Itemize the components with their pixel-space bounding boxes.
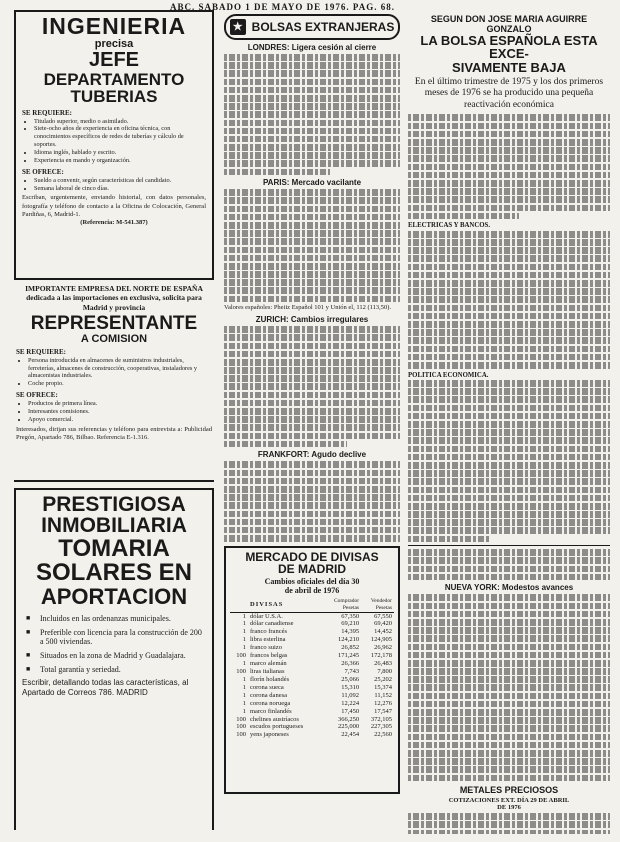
ingenieria-offers xyxy=(22,177,206,193)
table-row xyxy=(230,676,394,684)
bolsas-title: BOLSAS EXTRANJERAS xyxy=(251,20,395,34)
ingenieria-offer-label: SE OFRECE: xyxy=(22,167,64,176)
sell-cell: 25,202 xyxy=(374,675,392,683)
metales-subtitle-2: DE 1976 xyxy=(497,804,521,812)
currency-cell: yens japoneses xyxy=(250,731,289,739)
tomaria-line-3: TOMARIA xyxy=(58,534,170,562)
buy-cell: 26,366 xyxy=(341,660,360,668)
currency-cell: escudos portugueses xyxy=(250,723,304,731)
ingenieria-subtitle: precisa xyxy=(94,38,134,51)
col-head-comprador: Comprador xyxy=(334,598,360,605)
politica-title: POLITICA ECONOMICA. xyxy=(408,371,489,379)
valores-espanoles: Valores españoles: Pheiiz Español 101 y Unión el, 112 (113,50). xyxy=(224,303,392,311)
list-item: ■ Situados en la zona de Madrid y Guadalajara. xyxy=(36,651,206,661)
representante-subtitle: A COMISION xyxy=(80,332,148,345)
unit-cell: 1 xyxy=(242,612,246,620)
ingenieria-contact: Escriban, urgentemente, enviando historial, con datos personales, fotografía y teléfono de contacto a la Oficina de Colocación, General Pardiñas, 6, Madrid-1. xyxy=(22,194,206,218)
currency-cell: chelines austríacos xyxy=(250,715,299,723)
list-item: ■ Total garantía y seriedad. xyxy=(36,665,206,675)
buy-cell: 366,250 xyxy=(337,715,360,723)
article-body-2 xyxy=(408,231,610,369)
list-item: ■ Incluidos en las ordenanzas municipales. xyxy=(36,614,206,624)
unit-cell: 1 xyxy=(242,683,246,691)
article-body-1 xyxy=(408,114,610,219)
col-head-divisas: DIVISAS xyxy=(250,600,284,608)
table-row xyxy=(230,644,394,652)
representante-offers xyxy=(16,400,212,424)
unit-cell: 100 xyxy=(236,652,246,660)
unit-cell: 1 xyxy=(242,699,246,707)
sell-cell: 15,374 xyxy=(374,683,392,691)
tomaria-line-5: APORTACION xyxy=(40,583,188,609)
list-item: • Siete-ocho años de experiencia en oficina técnica, con conocimientos específicos de redes de tuberías y cálculo de soportes. xyxy=(34,125,206,149)
table-row xyxy=(230,628,394,636)
bolsas-column xyxy=(224,14,400,834)
frankfort-cont-text xyxy=(408,549,610,580)
table-row xyxy=(230,636,394,644)
currency-cell: corona sueca xyxy=(250,683,284,691)
currency-cell: florín holandés xyxy=(250,675,290,683)
divisas-title-2: DE MADRID xyxy=(278,561,346,576)
divisas-subtitle-2: de abril de 1976 xyxy=(284,586,340,596)
sell-cell: 124,905 xyxy=(370,636,392,644)
zurich-text xyxy=(224,326,400,447)
col-unit-vendedor: Pesetas xyxy=(375,604,392,611)
classified-ads-column xyxy=(14,10,214,830)
ingenieria-role-3: TUBERIAS xyxy=(70,87,158,107)
unit-cell: 1 xyxy=(242,691,246,699)
frankfort-title: FRANKFORT: Agudo declive xyxy=(257,450,367,460)
currency-cell: dólar canadiense xyxy=(250,620,294,628)
londres-title: LONDRES: Ligera cesión al cierre xyxy=(247,43,377,52)
unit-cell: 1 xyxy=(242,620,246,628)
table-row xyxy=(230,708,394,716)
frankfort-text xyxy=(224,461,400,541)
table-row xyxy=(230,660,394,668)
list-item: • Interesantes comisiones. xyxy=(28,408,212,416)
metales-title: METALES PRECIOSOS xyxy=(459,785,559,796)
currency-cell: marco finlandés xyxy=(250,707,292,715)
representante-contact: Interesados, dirijan sus referencias y teléfono para entrevista a: Publicidad Pregón, Apartado 786, Bilbao. Referencia E-1.316. xyxy=(16,425,212,442)
unit-cell: 100 xyxy=(236,715,246,723)
electricas-title: ELECTRICAS Y BANCOS. xyxy=(408,222,491,230)
sell-cell: 227,305 xyxy=(370,723,392,731)
ingenieria-title: INGENIERIA xyxy=(41,13,187,39)
metales-text xyxy=(408,813,610,834)
buy-cell: 14,395 xyxy=(341,628,360,636)
table-row xyxy=(230,684,394,692)
paris-title: PARIS: Mercado vacilante xyxy=(262,178,362,188)
representante-req-label: SE REQUIERE: xyxy=(16,347,66,356)
buy-cell: 69,210 xyxy=(341,620,360,628)
currency-cell: franco francés xyxy=(250,628,287,636)
star-icon: ★ xyxy=(230,19,246,35)
ingenieria-req-label: SE REQUIERE: xyxy=(22,108,72,117)
metales-subtitle-1: COTIZACIONES EXT. DÍA 29 DE ABRIL xyxy=(448,797,570,805)
table-row xyxy=(230,620,394,628)
table-row xyxy=(230,668,394,676)
list-item: • Coche propio. xyxy=(28,380,212,388)
divisas-box xyxy=(224,546,400,794)
zurich-title: ZURICH: Cambios irregulares xyxy=(255,315,369,325)
divider xyxy=(408,545,610,546)
table-row xyxy=(230,700,394,708)
representante-requirements xyxy=(16,357,212,388)
tomaria-line-4: SOLARES EN xyxy=(35,559,193,587)
ingenieria-role-1: JEFE xyxy=(88,49,140,72)
table-row xyxy=(230,716,394,724)
buy-cell: 11,092 xyxy=(341,691,360,699)
list-item: • Sueldo a convenir, según características del candidato. xyxy=(34,177,206,185)
currency-cell: liras italianas xyxy=(250,667,285,675)
divisas-subtitle-1: Cambios oficiales del día 30 xyxy=(264,577,360,587)
currency-cell: franco suizo xyxy=(250,644,282,652)
table-row xyxy=(230,723,394,731)
currency-cell: dólar U.S.A. xyxy=(250,612,283,620)
divisas-rows xyxy=(230,612,394,739)
unit-cell: 1 xyxy=(242,675,246,683)
tomaria-ad xyxy=(14,488,214,830)
col-unit-comprador: Pesetas xyxy=(342,604,360,611)
page-header: ABC. SABADO 1 DE MAYO DE 1976. PAG. 68. xyxy=(170,2,396,12)
list-item: • Productos de primera línea. xyxy=(28,400,212,408)
buy-cell: 7,743 xyxy=(344,667,360,675)
buy-cell: 171,245 xyxy=(337,652,360,660)
col-head-vendedor-cell xyxy=(361,598,394,612)
unit-cell: 1 xyxy=(242,644,246,652)
currency-cell: libra esterlina xyxy=(250,636,286,644)
bolsas-banner xyxy=(224,14,400,40)
buy-cell: 22,454 xyxy=(341,731,360,739)
col-head-comprador-cell xyxy=(323,598,361,612)
article-title-2: GONZALO xyxy=(486,24,532,34)
buy-cell: 12,224 xyxy=(341,699,360,707)
ingenieria-requirements xyxy=(22,118,206,165)
buy-cell: 15,310 xyxy=(341,683,360,691)
currency-cell: marco alemán xyxy=(250,660,287,668)
list-item: • Persona introducida en almacenes de suministros industriales, ferreterías, almacenes de construcción, cooperativas, instaladores y almacenistas industriales. xyxy=(28,357,212,381)
buy-cell: 124,210 xyxy=(337,636,360,644)
sell-cell: 26,962 xyxy=(374,644,392,652)
buy-cell: 26,852 xyxy=(341,644,360,652)
col-head-vendedor: Vendedor xyxy=(370,598,392,605)
article-title-4: SIVAMENTE BAJA xyxy=(452,59,566,75)
article-body-3 xyxy=(408,380,610,542)
buy-cell: 225,000 xyxy=(337,723,360,731)
currency-cell: francos belgas xyxy=(250,652,288,660)
unit-cell: 1 xyxy=(242,660,246,668)
unit-cell: 100 xyxy=(236,731,246,739)
article-title-1: SEGUN DON JOSE MARIA AGUIRRE xyxy=(430,14,588,24)
table-row xyxy=(230,692,394,700)
tomaria-bullets xyxy=(22,614,206,674)
list-item: • Experiencia en mando y organización. xyxy=(34,157,206,165)
table-row xyxy=(230,652,394,660)
paris-text xyxy=(224,189,400,302)
sell-cell: 22,560 xyxy=(374,731,392,739)
unit-cell: 1 xyxy=(242,707,246,715)
sell-cell: 172,178 xyxy=(370,652,392,660)
buy-cell: 67,350 xyxy=(341,612,360,620)
representante-intro: IMPORTANTE EMPRESA DEL NORTE DE ESPAÑA dedicada a las importaciones en exclusiva, solicita para Madrid y provincia xyxy=(25,284,203,312)
list-item: • Titulado superior, medio o asimilado. xyxy=(34,118,206,126)
tomaria-line-2: INMOBILIARIA xyxy=(41,514,187,538)
buy-cell: 17,450 xyxy=(341,707,360,715)
nuevayork-text xyxy=(408,594,610,781)
article-column xyxy=(408,14,610,834)
sell-cell: 14,452 xyxy=(374,628,392,636)
currency-cell: corona noruega xyxy=(250,699,291,707)
article-lead: En el último trimestre de 1975 y los dos primeros meses de 1976 se ha producido una pequeña reactivación económica xyxy=(414,76,604,110)
ingenieria-ref: (Referencia: M-541.387) xyxy=(80,219,148,227)
unit-cell: 1 xyxy=(242,628,246,636)
unit-cell: 100 xyxy=(236,667,246,675)
sell-cell: 11,152 xyxy=(374,691,392,699)
divisas-table xyxy=(230,598,394,739)
divisas-title-1: MERCADO DE DIVISAS xyxy=(245,549,379,564)
tomaria-line-1: PRESTIGIOSA xyxy=(42,493,186,516)
sell-cell: 26,483 xyxy=(374,660,392,668)
table-row xyxy=(230,612,394,620)
unit-cell: 1 xyxy=(242,636,246,644)
list-item: • Idioma inglés, hablado y escrito. xyxy=(34,149,206,157)
sell-cell: 372,105 xyxy=(370,715,392,723)
sell-cell: 7,800 xyxy=(377,667,392,675)
londres-text xyxy=(224,54,400,175)
nuevayork-title: NUEVA YORK: Modestos avances xyxy=(444,583,574,593)
currency-cell: corona danesa xyxy=(250,691,287,699)
sell-cell: 12,276 xyxy=(374,699,392,707)
list-item: ■ Preferible con licencia para la construcción de 200 a 500 viviendas. xyxy=(36,628,206,647)
tomaria-contact: Escribir, detallando todas las características, al Apartado de Correos 786. MADRID xyxy=(22,678,189,698)
representante-offer-label: SE OFRECE: xyxy=(16,391,58,400)
representante-title: REPRESENTANTE xyxy=(30,313,198,335)
list-item: • Apoyo comercial. xyxy=(28,416,212,424)
sell-cell: 69,420 xyxy=(374,620,392,628)
buy-cell: 25,066 xyxy=(341,675,360,683)
article-title-3: LA BOLSA ESPAÑOLA ESTA EXCE- xyxy=(420,33,598,62)
sell-cell: 17,547 xyxy=(374,707,392,715)
ingenieria-role-2: DEPARTAMENTO xyxy=(43,69,185,89)
representante-ad xyxy=(14,280,214,482)
table-row xyxy=(230,731,394,739)
ingenieria-ad xyxy=(14,10,214,280)
list-item: • Semana laboral de cinco días. xyxy=(34,185,206,193)
unit-cell: 100 xyxy=(236,723,246,731)
sell-cell: 67,550 xyxy=(374,612,392,620)
